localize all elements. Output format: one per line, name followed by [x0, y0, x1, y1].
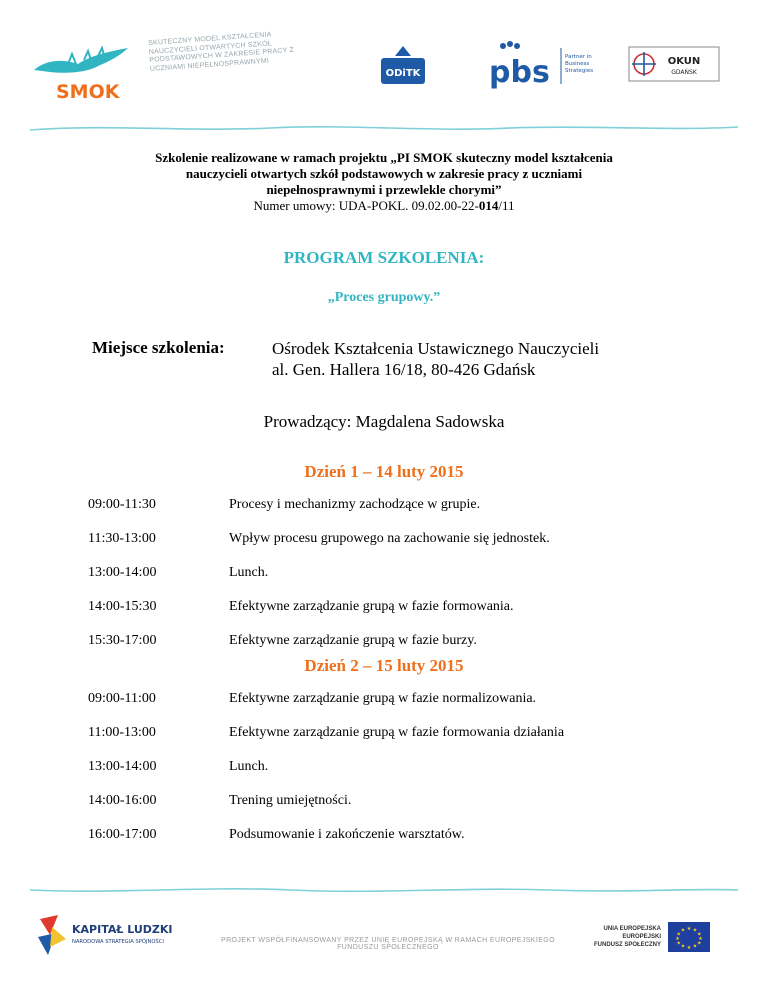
intro-line-2: nauczycieli otwartych szkół podstawowych w zakresie pracy z uczniami [185, 166, 583, 181]
schedule-row [88, 599, 708, 633]
okun-logo-text: OKUN [667, 56, 701, 67]
svg-text:★: ★ [697, 940, 702, 947]
day-1-title: Dzień 1 – 14 luty 2015 [304, 462, 464, 481]
okun-logo-sub: GDAŃSK [671, 69, 697, 76]
project-intro [60, 150, 708, 214]
schedule-row [88, 827, 708, 861]
trainer: Prowadzący: Magdalena Sadowska [263, 412, 505, 431]
schedule-time: 14:00-16:00 [88, 793, 157, 808]
schedule-row [88, 497, 708, 531]
kl-title: KAPITAŁ LUDZKI [72, 923, 173, 936]
schedule-row [88, 531, 708, 565]
schedule-time: 16:00-17:00 [88, 827, 157, 842]
place-label: Miejsce szkolenia: [92, 338, 225, 357]
smok-tagline: SKUTECZNY MODEL KSZTAŁCENIA NAUCZYCIELI OTWARTYCH SZKÓŁ PODSTAWOWYCH W ZAKRESIE PRACY Z UCZNIAMI NIEPEŁNOSPRAWNYMI [148, 31, 295, 73]
day-2-schedule [88, 691, 708, 861]
pbs-logo [487, 40, 602, 90]
schedule-desc: Efektywne zarządzanie grupą w fazie burzy. [229, 633, 477, 648]
schedule-row [88, 759, 708, 793]
svg-text:★: ★ [680, 943, 686, 950]
ue-line-3: FUNDUSZ SPOŁECZNY [593, 942, 661, 948]
ue-text [583, 925, 661, 949]
schedule-desc: Lunch. [229, 565, 269, 580]
schedule-time: 15:30-17:00 [88, 633, 157, 648]
schedule-time: 09:00-11:00 [88, 691, 156, 706]
header-divider-wave [30, 122, 738, 134]
schedule-time: 09:00-11:30 [88, 497, 156, 512]
schedule-row [88, 725, 708, 759]
oditk-logo [378, 44, 428, 86]
schedule-time: 11:00-13:00 [88, 725, 156, 740]
eu-flag-icon [668, 922, 710, 952]
cofinance-note: PROJEKT WSPÓŁFINANSOWANY PRZEZ UNIĘ EUROPEJSKĄ W RAMACH EUROPEJSKIEGO FUNDUSZU SPOŁECZNEGO [221, 937, 555, 951]
svg-text:★: ★ [680, 927, 686, 934]
svg-text:★: ★ [675, 936, 680, 942]
place-value [272, 338, 599, 380]
day-2-title: Dzień 2 – 15 luty 2015 [304, 656, 464, 675]
svg-text:★: ★ [692, 927, 698, 934]
okun-logo [628, 46, 720, 82]
ue-line-2: EUROPEJSKI [622, 934, 661, 940]
schedule-desc: Podsumowanie i zakończenie warsztatów. [229, 827, 465, 842]
program-subtitle: „Proces grupowy.” [327, 290, 441, 305]
ue-line-1: UNIA EUROPEJSKA [603, 926, 661, 932]
day-1-schedule [88, 497, 708, 667]
schedule-row [88, 565, 708, 599]
intro-line-3: niepełnosprawnymi i przewlekle chorymi” [266, 182, 502, 197]
place-line-1: Ośrodek Kształcenia Ustawicznego Nauczycieli [272, 339, 600, 358]
program-heading: PROGRAM SZKOLENIA: [283, 248, 485, 267]
svg-text:★: ★ [697, 931, 702, 938]
kapital-ludzki-logo [36, 913, 186, 959]
svg-text:★: ★ [676, 940, 681, 947]
schedule-desc: Procesy i mechanizmy zachodzące w grupie. [229, 497, 481, 512]
svg-text:Partner in: Partner in [565, 54, 592, 60]
intro-line-1: Szkolenie realizowane w ramach projektu „PI SMOK skuteczny model kształcenia [155, 150, 613, 165]
schedule-desc: Trening umiejętności. [229, 793, 352, 808]
schedule-row [88, 691, 708, 725]
schedule-time: 13:00-14:00 [88, 565, 157, 580]
svg-text:★: ★ [698, 936, 703, 942]
svg-text:★: ★ [676, 931, 681, 938]
schedule-row [88, 793, 708, 827]
place-line-2: al. Gen. Hallera 16/18, 80-426 Gdańsk [272, 360, 536, 379]
svg-text:Business: Business [565, 61, 590, 67]
schedule-desc: Lunch. [229, 759, 269, 774]
oditk-logo-text: ODiTK [385, 68, 421, 79]
pbs-logo-text: pbs [489, 55, 550, 90]
smok-logo-text: SMOK [56, 81, 120, 103]
schedule-desc: Efektywne zarządzanie grupą w fazie formowania. [229, 599, 514, 614]
kl-sub: NARODOWA STRATEGIA SPÓJNOŚCI [72, 939, 164, 945]
header-logos [0, 31, 768, 106]
schedule-time: 14:00-15:30 [88, 599, 157, 614]
svg-text:★: ★ [686, 945, 692, 951]
schedule-desc: Efektywne zarządzanie grupą w fazie normalizowania. [229, 691, 537, 706]
footer [0, 905, 768, 965]
svg-text:Strategies: Strategies [565, 68, 594, 74]
svg-text:★: ★ [686, 926, 692, 932]
schedule-desc: Wpływ procesu grupowego na zachowanie się jednostek. [229, 531, 550, 546]
footer-divider-wave [30, 884, 738, 896]
smok-logo [28, 42, 138, 104]
contract-number: Numer umowy: UDA-POKL. 09.02.00-22-014/11 [253, 198, 515, 213]
svg-text:★: ★ [692, 943, 698, 950]
schedule-time: 13:00-14:00 [88, 759, 157, 774]
schedule-time: 11:30-13:00 [88, 531, 156, 546]
schedule-desc: Efektywne zarządzanie grupą w fazie formowania działania [229, 725, 565, 740]
